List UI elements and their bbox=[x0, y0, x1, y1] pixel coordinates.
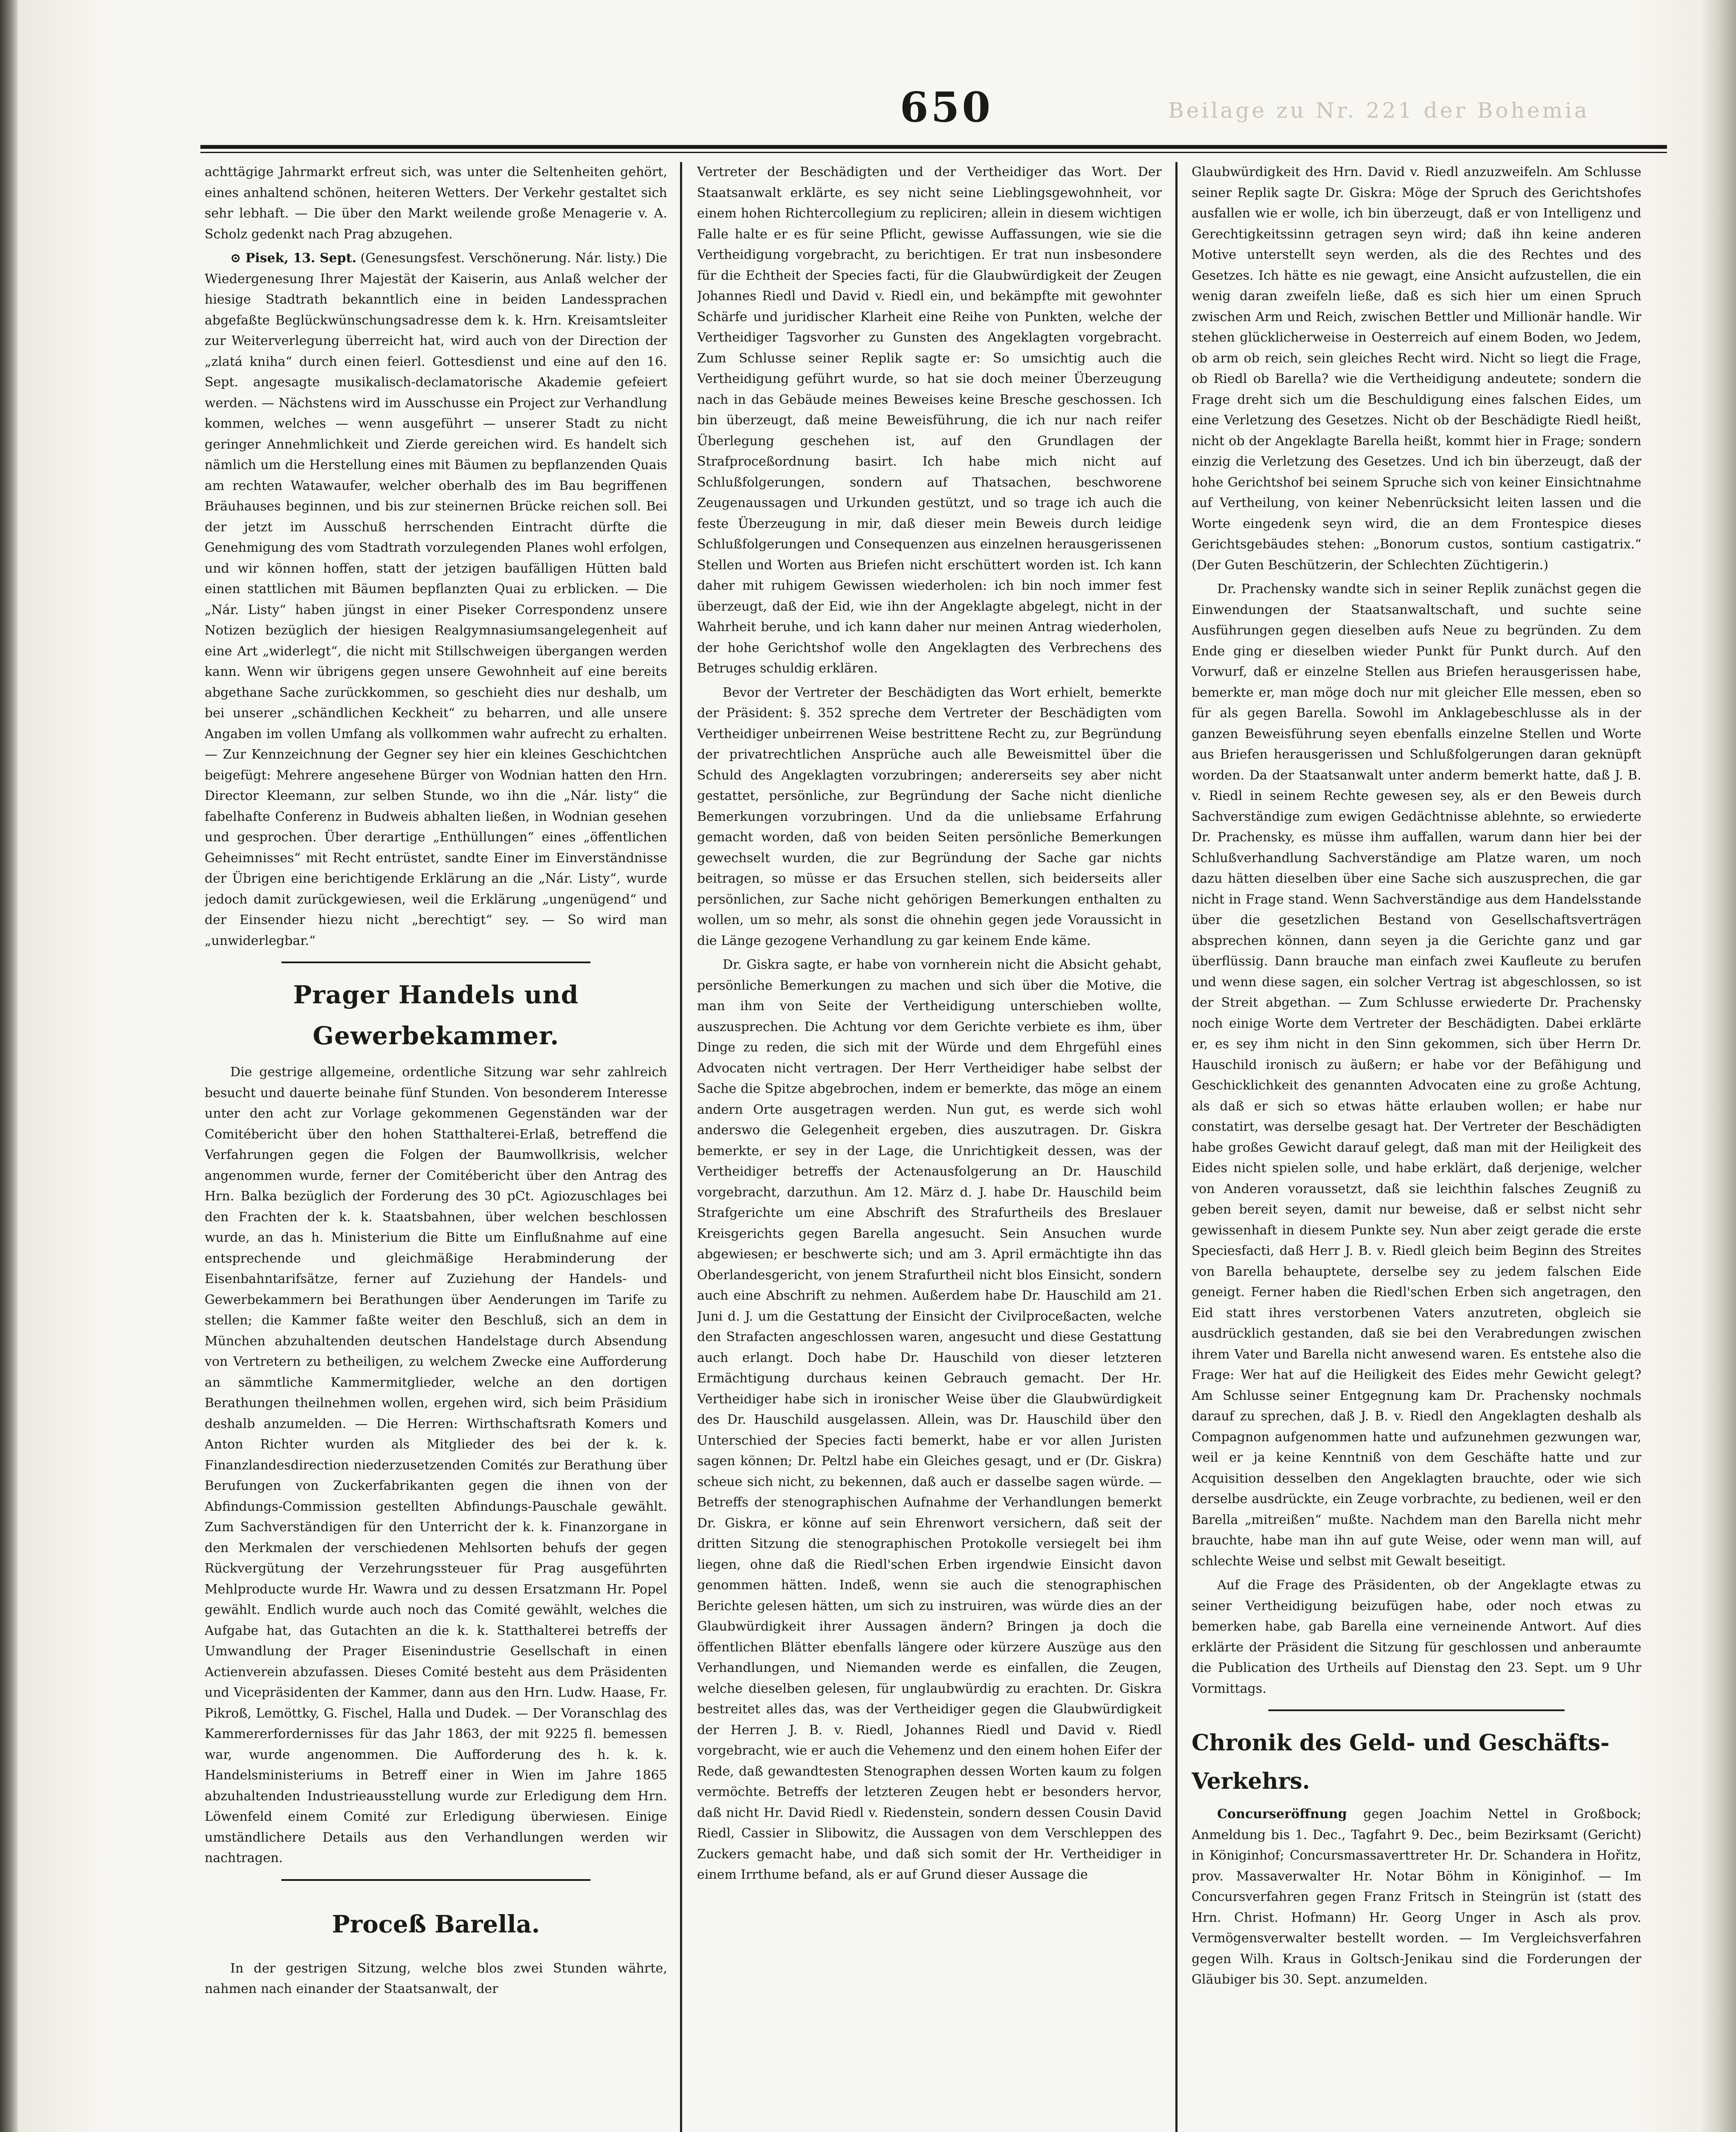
section-rule bbox=[281, 962, 590, 963]
article-paragraph bbox=[1192, 1804, 1641, 1990]
article-text: (Genesungsfest. Verschönerung. Nár. listy.) Die Wiedergenesung Ihrer Majestät der Kaiserin, aus Anlaß welcher der hiesige Stadtrath bekanntlich eine in beiden Landessprachen abgefaßte Beglückwünschungsadresse dem k. k. Hrn. Kreisamtsleiter zur Weiterverlegung überreicht hat, wird auch von der Direction der „zlatá kniha“ durch einen feierl. Gottesdienst und eine auf den 16. Sept. angesagte musikalisch-declamatorische Akademie gefeiert werden. — Nächstens wird im Ausschusse ein Project zur Verhandlung kommen, welches — wenn ausgeführt — unserer Stadt zu nicht geringer Annehmlichkeit und Zierde gereichen wird. Es handelt sich nämlich um die Herstellung eines mit Bäumen zu bepflanzenden Quais am rechten Watawaufer, welcher oberhalb des im Bau begriffenen Bräuhauses beginnen, und bis zur steinernen Brücke reichen soll. Bei der jetzt im Ausschuß herrschenden Eintracht dürfte die Genehmigung des vom Stadtrath vorzulegenden Planes wohl erfolgen, und wir können hoffen, statt der jetzigen baufälligen Hütten bald einen stattlichen mit Bäumen bepflanzten Quai zu erblicken. — Die „Nár. Listy“ haben jüngst in einer Piseker Correspondenz unsere Notizen bezüglich der hiesigen Realgymnasiumsangelegenheit auf eine Art „widerlegt“, die nicht mit Stillschweigen übergangen werden kann. Wenn wir übrigens gegen unsere Gewohnheit auf eine bereits abgethane Sache zurückkommen, so geschieht dies nur deshalb, um bei unserer „schändlichen Keckheit“ zu beharren, und alle unsere Angaben im vollen Umfang als vollkommen wahr aufrecht zu erhalten. — Zur Kennzeichnung der Gegner sey hier ein kleines Geschichtchen beigefügt: Mehrere angesehene Bürger von Wodnian hatten den Hrn. Director Kleemann, zur selben Stunde, wo ihn die „Nár. listy“ die fabelhafte Conferenz in Budweis abhalten ließen, in Wodnian gesehen und gesprochen. Über derartige „Enthüllungen“ eines „öffentlichen Geheimnisses“ mit Recht entrüstet, sandte Einer im Einverständnisse der Übrigen eine berichtigende Erklärung an die „Nár. Listy“, wurde jedoch damit zurückgewiesen, weil die Erklärung „ungenügend“ und der Einsender hiezu nicht „berechtigt“ sey. — So wird man „unwiderlegbar.“ bbox=[205, 251, 667, 948]
book-binding-edge bbox=[0, 0, 18, 2132]
article-paragraph: Dr. Giskra sagte, er habe von vornherein nicht die Absicht gehabt, persönliche Bemerkungen zu machen und sich über die Motive, die man ihm von Seite der Vertheidigung unterschieben wollte, auszusprechen. Die Achtung vor dem Gerichte verbiete es ihm, über Dinge zu reden, die sich mit der Würde und dem Ehrgefühl eines Advocaten nicht vertragen. Der Herr Vertheidiger habe selbst der Sache die Spitze abgebrochen, indem er bemerkte, das möge an einem andern Orte ausgetragen werden. Nun gut, es werde sich wohl anderswo die Gelegenheit ergeben, dies auszutragen. Dr. Giskra bemerkte, er sey in der Lage, die Unrichtigkeit dessen, was der Vertheidiger betreffs der Actenausfolgerung an Dr. Hauschild vorgebracht, darzuthun. Am 12. März d. J. habe Dr. Hauschild beim Strafgerichte um eine Abschrift des Strafurtheils des Breslauer Kreisgerichts gegen Barella angesucht. Sein Ansuchen wurde abgewiesen; er beschwerte sich; und am 3. April ermächtigte ihn das Oberlandesgericht, von jenem Strafurtheil nicht blos Einsicht, sondern auch eine Abschrift zu nehmen. Außerdem habe Dr. Hauschild am 21. Juni d. J. um die Gestattung der Einsicht der Civilproceßacten, welche den Strafacten angeschlossen waren, angesucht und diese Gestattung auch erlangt. Doch habe Dr. Hauschild von dieser letzteren Ermächtigung durchaus keinen Gebrauch gemacht. Der Hr. Vertheidiger habe sich in ironischer Weise über die Glaubwürdigkeit des Dr. Hauschild ausgelassen. Allein, was Dr. Hauschild über den Unterschied der Species facti bemerkt, habe er vor allen Juristen sagen können; Dr. Peltzl habe ein Gleiches gesagt, und er (Dr. Giskra) scheue sich nicht, zu bekennen, daß auch er dasselbe sagen würde. — Betreffs der stenographischen Aufnahme der Verhandlungen bemerkt Dr. Giskra, er könne auf sein Ehrenwort versichern, daß seit der dritten Sitzung die stenographischen Protokolle versiegelt bei ihm liegen, ohne daß die Riedl'schen Erben irgendwie Einsicht davon genommen hätten. Indeß, wenn sie auch die stenographischen Berichte gelesen hätten, um sich zu instruiren, was würde dies an der Glaubwürdigkeit ihrer Aussagen ändern? Bringen ja doch die öffentlichen Blätter ebenfalls längere oder kürzere Auszüge aus den Verhandlungen, und Niemanden werde es einfallen, die Zeugen, welche dieselben gelesen, für unglaubwürdig zu erachten. Dr. Giskra bestreitet alles das, was der Vertheidiger gegen die Glaubwürdigkeit der Herren J. B. v. Riedl, Johannes Riedl und David v. Riedl vorgebracht, wie er auch die Vehemenz und den einem hohen Eifer der Rede, daß gewandtesten Stenographen dessen Worten kaum zu folgen vermöchte. Betreffs der letzteren Zeugen hebt er besonders hervor, daß nicht Hr. David Riedl v. Riedenstein, sondern dessen Cousin David Riedl, Cassier in Slibowitz, die Aussagen von dem Verschleppen des Zuckers gemacht habe, und daß sich somit der Hr. Vertheidiger in einem Irrthume befand, als er auf Grund dieser Aussage die bbox=[697, 957, 1162, 1882]
article-text: gegen Joachim Nettel in Großbock; Anmeldung bis 1. Dec., Tagfahrt 9. Dec., beim Bezirksamt (Gericht) in Königinhof; Concursmassaverttreter Hr. Dr. Schandera in Hořitz, prov. Massaverwalter Hr. Notar Böhm in Königinhof. — Im Concursverfahren gegen Franz Fritsch in Steingrün ist (statt des Hrn. Christ. Hofmann) Hr. Georg Unger in Asch als prov. Vermögensverwalter bestellt worden. — Im Vergleichsverfahren gegen Wilh. Kraus in Goltsch-Jenikau sind die Forderungen der Gläubiger bis 30. Sept. anzumelden. bbox=[1192, 1807, 1641, 1987]
article-paragraph: Bevor der Vertreter der Beschädigten das Wort erhielt, bemerkte der Präsident: §. 352 spreche dem Vertreter der Beschädigten vom Vertheidiger unbeirrenen Weise bestrittene Recht zu, zur Begründung der privatrechtlichen Ansprüche auch alle Beweismittel über die Schuld des Angeklagten vorzubringen; andererseits sey aber nicht gestattet, persönliche, zur Begründung der Sache nicht dienliche Bemerkungen vorzubringen. Und da die unliebsame Erfahrung gemacht worden, daß von beiden Seiten persönliche Bemerkungen gewechselt wurden, die zur Begründung der Sache gar nichts beitragen, so müsse er das Ersuchen stellen, sich beiderseits aller persönlichen, zur Sache nicht gehörigen Bemerkungen enthalten zu wollen, um so mehr, als sonst die ohnehin gegen jede Voraussicht in die Länge gezogene Verhandlung zu gar keinem Ende käme. bbox=[697, 685, 1162, 948]
column-divider-2 bbox=[1175, 162, 1178, 2132]
article-paragraph: Dr. Prachensky wandte sich in seiner Replik zunächst gegen die Einwendungen der Staatsanwaltschaft, und suchte seine Ausführungen gegen dieselben aufs Neue zu begründen. Zu dem Ende ging er dieselben wieder Punkt für Punkt durch. Auf den Vorwurf, daß er einzelne Stellen aus Briefen herausgerissen habe, bemerkte er, man möge doch nur mit gleicher Elle messen, eben so für als gegen Barella. Sowohl im Anklagebeschlusse als in der ganzen Beweisführung seyen ebenfalls einzelne Stellen und Worte aus Briefen herausgerissen und Schlußfolgerungen daran geknüpft worden. Da der Staatsanwalt unter anderm bemerkt hatte, daß J. B. v. Riedl in seinem Rechte gewesen sey, als er den Beweis durch Sachverständige zum ewigen Gedächtnisse ablehnte, so erwiederte Dr. Prachensky, es müsse ihm auffallen, warum dann hier bei der Schlußverhandlung Sachverständige am Platze waren, um noch dazu hätten dieselben über eine Sache sich auszusprechen, die gar nicht in Frage stand. Wenn Sachverständige aus dem Handelsstande über die gesetzlichen Bestand von Gesellschaftsverträgen absprechen können, dann seyen ja die Gerichte ganz und gar überflüssig. Dann brauche man einfach zwei Kaufleute zu berufen und wenn diese sagen, ein solcher Vertrag ist abgeschlossen, so ist der Streit abgethan. — Zum Schlusse erwiederte Dr. Prachensky noch einige Worte dem Vertreter der Beschädigten. Dabei erklärte er, es sey ihm nicht in den Sinn gekommen, sich über Herrn Dr. Hauschild ironisch zu äußern; er habe vor der Befähigung und Geschicklichkeit des genannten Advocaten eine zu große Achtung, als daß er sich so etwas hätte erlauben wollen; er habe nur constatirt, was derselbe gesagt hat. Der Vertreter der Beschädigten habe großes Gewicht darauf gelegt, daß man mit der Heiligkeit des Eides nicht spielen solle, und habe erklärt, daß derjenige, welcher von Anderen voraussetzt, daß sie leichthin falsches Zeugniß zu geben bereit seyen, damit nur beweise, daß er selbst nicht sehr gewissenhaft in diesem Punkte sey. Nun aber zeigt gerade die erste Speciesfacti, daß Herr J. B. v. Riedl gleich beim Beginn des Streites von Barella behauptete, derselbe sey zu jedem falschen Eide geneigt. Ferner haben die Riedl'schen Erben sich angetragen, den Eid statt ihres verstorbenen Vaters anzutreten, obgleich sie ausdrücklich gestanden, daß sie bei den Verabredungen zwischen ihrem Vater und Barella nicht anwesend waren. Es entstehe also die Frage: Wer hat auf die Heiligkeit des Eides mehr Gewicht gelegt? Am Schlusse seiner Entgegnung kam Dr. Prachensky nochmals darauf zu sprechen, daß J. B. v. Riedl den Angeklagten deshalb als Compagnon aufgenommen hatte und aufzunehmen gezwungen war, weil er ja keine Kenntniß von dem Geschäfte hatte und zur Acquisition desselben den Angeklagten brauchte, oder wie sich derselbe ausdrückte, ein Zeuge vorbrachte, zu bedienen, weil er den Barella „mitreißen“ mußte. Nachdem man den Barella nicht mehr brauchte, habe man ihn auf gute Weise, oder wenn man will, auf schlechte Weise und selbst mit Gewalt beseitigt. bbox=[1192, 582, 1641, 1569]
section-title: Prager Handels und Gewerbekammer. bbox=[293, 980, 579, 1050]
dateline: ⊙ Pisek, 13. Sept. bbox=[230, 251, 356, 266]
subsection-title: Proceß Barella. bbox=[332, 1910, 540, 1938]
article-paragraph: Glaubwürdigkeit des Hrn. David v. Riedl anzuzweifeln. Am Schlusse seiner Replik sagte Dr. Giskra: Möge der Spruch des Gerichtshofes ausfallen wie er wolle, ich bin überzeugt, daß er von Intelligenz und Gerechtigkeitssinn getragen seyn wird; daß ihn keine anderen Motive unterstellt seyn werden, als die des Rechtes und des Gesetzes. Ich hätte es nie gewagt, eine Ansicht aufzustellen, die ein wenig daran zweifeln ließe, daß es sich hier um einen Spruch zwischen Arm und Reich, zwischen Bettler und Millionär handle. Wir stehen glücklicherweise in Oesterreich auf einem Boden, wo Jedem, ob arm ob reich, sein gleiches Recht wird. Nicht so liegt die Frage, ob Riedl ob Barella? wie die Vertheidigung andeutete; sondern die Frage dreht sich um die Beschuldigung eines falschen Eides, um eine Verletzung des Gesetzes. Nicht ob der Beschädigte Riedl heißt, nicht ob der Angeklagte Barella heißt, kommt hier in Frage; sondern einzig die Verletzung des Gesetzes. Und ich bin überzeugt, daß der hohe Gerichtshof bei seinem Spruche sich von keiner Einsichtnahme auf Vertheilung, von keiner Nebenrücksicht leiten lassen und die Worte eingedenk seyn wird, die an dem Frontespice dieses Gerichtsgebäudes stehen: „Bonorum custos, sontium castigatrix.“ (Der Guten Beschützerin, der Schlechten Züchtigerin.) bbox=[1192, 165, 1641, 573]
bleed-through-header: Beilage zu Nr. 221 der Bohemia bbox=[1168, 98, 1590, 123]
header-rule-thin bbox=[200, 152, 1667, 153]
page-right-edge bbox=[1698, 0, 1736, 2132]
page-number: 650 bbox=[900, 83, 993, 131]
column-1 bbox=[205, 162, 667, 2132]
notice-lead: Concurseröffnung bbox=[1217, 1807, 1347, 1822]
column-divider-1 bbox=[680, 162, 682, 2132]
article-paragraph: In der gestrigen Sitzung, welche blos zwei Stunden währte, nahmen nach einander der Staatsanwalt, der bbox=[205, 1961, 667, 1996]
article-paragraph: Vertreter der Beschädigten und der Vertheidiger das Wort. Der Staatsanwalt erklärte, es sey nicht seine Lieblingsgewohnheit, vor einem hohen Richtercollegium zu repliciren; allein in diesem wichtigen Falle halte er es für seine Pflicht, gewisse Auffassungen, wie sie die Vertheidigung vorgebracht, zu berichtigen. Er trat nun insbesondere für die Echtheit der Species facti, für die Glaubwürdigkeit der Zeugen Johannes Riedl und David v. Riedl ein, und bekämpfte mit gewohnter Schärfe und juridischer Klarheit eine Reihe von Punkten, welche der Vertheidiger Tagsvorher zu Gunsten des Angeklagten vorgebracht. Zum Schlusse seiner Replik sagte er: So umsichtig auch die Vertheidigung geführt wurde, so hat sie doch meiner Überzeugung nach in das Gebäude meines Beweises keine Bresche geschossen. Ich bin überzeugt, daß meine Beweisführung, die ich nur nach reifer Überlegung geschehen ist, auf den Grundlagen der Strafproceßordnung basirt. Ich habe mich nicht auf Schlußfolgerungen, sondern auf Thatsachen, beschworene Zeugenaussagen und Urkunden gestützt, und so trage ich auch die feste Überzeugung in mir, daß dieser mein Beweis durch leidige Schlußfolgerungen und Consequenzen aus einzelnen herausgerissenen Stellen und Worten aus Briefen nicht erschüttert worden ist. Ich kann daher mit ruhigem Gewissen wiederholen: ich bin noch immer fest überzeugt, daß der Eid, wie ihn der Angeklagte abgelegt, nicht in der Wahrheit beruhe, und ich kann daher nur meinen Antrag wiederholen, der hohe Gerichtshof wolle den Angeklagten des Verbrechens des Betruges schuldig erklären. bbox=[697, 165, 1162, 676]
header-rule bbox=[200, 145, 1667, 149]
section-rule bbox=[281, 1879, 590, 1881]
article-paragraph bbox=[205, 248, 667, 951]
article-paragraph: Auf die Frage des Präsidenten, ob der Angeklagte etwas zu seiner Vertheidigung beizufügen habe, oder noch etwas zu bemerken habe, gab Barella eine verneinende Antwort. Auf dies erklärte der Präsident die Sitzung für geschlossen und anberaumte die Publication des Urtheils auf Dienstag den 23. Sept. um 9 Uhr Vormittags. bbox=[1192, 1578, 1641, 1696]
section-rule bbox=[1268, 1709, 1565, 1711]
article-paragraph: achttägige Jahrmarkt erfreut sich, was unter die Seltenheiten gehört, eines anhaltend schönen, heiteren Wetters. Der Verkehr gestaltet sich sehr lebhaft. — Die über den Markt weilende große Menagerie v. A. Scholz gedenkt nach Prag abzugehen. bbox=[205, 165, 667, 242]
section-title: Chronik des Geld- und Geschäfts-Verkehrs. bbox=[1192, 1730, 1610, 1794]
column-3 bbox=[1192, 162, 1641, 2132]
article-paragraph: Die gestrige allgemeine, ordentliche Sitzung war sehr zahlreich besucht und dauerte beinahe fünf Stunden. Von besonderem Interesse unter den acht zur Vorlage gekommenen Gegenständen war der Comitébericht über den hohen Statthalterei-Erlaß, betreffend die Verfahrungen gegen die Folgen der Baumwollkrisis, welcher angenommen wurde, ferner der Comitébericht über den Antrag des Hrn. Balka bezüglich der Forderung des 30 pCt. Agiozuschlages bei den Frachten der k. k. Staatsbahnen, über welchen beschlossen wurde, an das h. Ministerium die Bitte um Einflußnahme auf eine entsprechende und gleichmäßige Herabminderung der Eisenbahntarifsätze, ferner auf Zuziehung der Handels- und Gewerbekammern bei Berathungen über Aenderungen im Tarife zu stellen; die Kammer faßte weiter den Beschluß, sich an dem in München abzuhaltenden deutschen Handelstage durch Absendung von Vertretern zu betheiligen, zu welchem Zwecke eine Aufforderung an sämmtliche Kammermitglieder, welche an den dortigen Berathungen theilnehmen wollen, ergehen wird, sich beim Präsidium deshalb anzumelden. — Die Herren: Wirthschaftsrath Komers und Anton Richter wurden als Mitglieder des bei der k. k. Finanzlandesdirection niederzusetzenden Comités zur Berathung über Berufungen von Zuckerfabrikanten gegen die ihnen von der Abfindungs-Commission gestellten Abfindungs-Pauschale gewählt. Zum Sachverständigen für den Unterricht der k. k. Finanzorgane in den Merkmalen der verschiedenen Mehlsorten behufs der gegen Rückvergütung der Verzehrungssteuer für Prag ausgeführten Mehlproducte wurde Hr. Wawra und zu dessen Ersatzmann Hr. Popel gewählt. Endlich wurde auch noch das Comité gewählt, welches die Aufgabe hat, das Gutachten an die k. k. Statthalterei betreffs der Umwandlung der Prager Eisenindustrie Gesellschaft in einen Actienverein abzufassen. Dieses Comité besteht aus dem Präsidenten und Vicepräsidenten der Kammer, dann aus den Hrn. Ludw. Haase, Fr. Pikroß, Lemöttky, G. Fischel, Halla und Dudek. — Der Voranschlag des Kammererfordernisses für das Jahr 1863, der mit 9225 fl. bemessen war, wurde angenommen. Die Aufforderung des h. k. k. Handelsministeriums in Betreff einer in Wien im Jahre 1865 abzuhaltenden Industrieausstellung wurde zur Erledigung dem Hrn. Löwenfeld einem Comité zur Erledigung überwiesen. Einige umständlichere Details aus den Verhandlungen werden wir nachtragen. bbox=[205, 1065, 667, 1866]
column-2 bbox=[697, 162, 1162, 2132]
